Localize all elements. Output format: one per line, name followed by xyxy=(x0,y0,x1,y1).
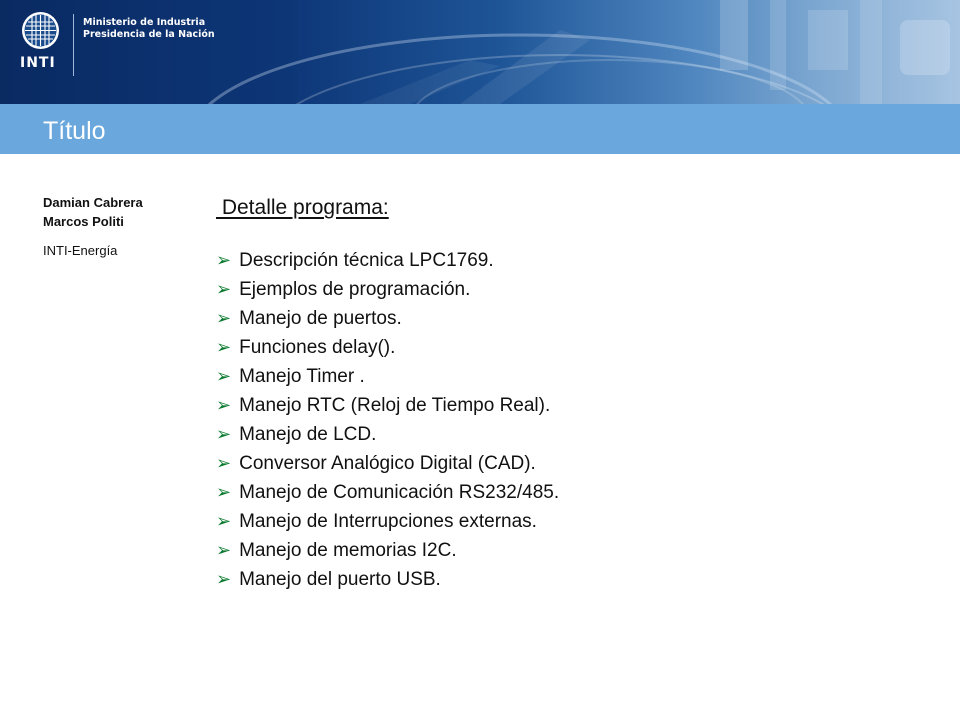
arrow-bullet-icon: ➢ xyxy=(216,511,232,531)
header-banner xyxy=(0,0,960,104)
list-item-text: Funciones delay(). xyxy=(239,337,396,358)
list-item xyxy=(216,420,936,449)
logo-text: INTI xyxy=(20,55,56,71)
ministry-line-1: Ministerio de Industria xyxy=(83,17,206,28)
list-item-text: Manejo del puerto USB. xyxy=(239,569,441,590)
list-item xyxy=(216,275,936,304)
arrow-bullet-icon: ➢ xyxy=(216,395,232,415)
list-item-text: Conversor Analógico Digital (CAD). xyxy=(239,453,536,474)
list-item xyxy=(216,362,936,391)
arrow-bullet-icon: ➢ xyxy=(216,366,232,386)
arrow-bullet-icon: ➢ xyxy=(216,453,232,473)
organization-label: INTI-Energía xyxy=(43,243,118,258)
header-background-art xyxy=(0,0,960,104)
ministry-label xyxy=(83,17,215,41)
inti-logo-grid-icon xyxy=(22,12,59,49)
slide-title: Título xyxy=(43,117,106,145)
list-item-text: Descripción técnica LPC1769. xyxy=(239,250,494,271)
arrow-bullet-icon: ➢ xyxy=(216,250,232,270)
list-item xyxy=(216,449,936,478)
list-item xyxy=(216,565,936,594)
list-item xyxy=(216,507,936,536)
inti-logo xyxy=(22,12,59,49)
list-item xyxy=(216,304,936,333)
list-item-text: Manejo RTC (Reloj de Tiempo Real). xyxy=(239,395,551,416)
list-item-text: Manejo de Interrupciones externas. xyxy=(239,511,537,532)
list-item xyxy=(216,333,936,362)
list-item xyxy=(216,391,936,420)
content-area xyxy=(216,196,936,594)
list-item xyxy=(216,478,936,507)
arrow-bullet-icon: ➢ xyxy=(216,424,232,444)
arrow-bullet-icon: ➢ xyxy=(216,308,232,328)
header-divider xyxy=(73,14,74,76)
list-item-text: Manejo Timer . xyxy=(239,366,365,387)
list-item-text: Manejo de puertos. xyxy=(239,308,402,329)
list-item-text: Manejo de Comunicación RS232/485. xyxy=(239,482,560,503)
list-item xyxy=(216,536,936,565)
list-item-text: Ejemplos de programación. xyxy=(239,279,471,300)
list-item-text: Manejo de LCD. xyxy=(239,424,377,445)
arrow-bullet-icon: ➢ xyxy=(216,482,232,502)
list-item-text: Manejo de memorias I2C. xyxy=(239,540,457,561)
arrow-bullet-icon: ➢ xyxy=(216,540,232,560)
arrow-bullet-icon: ➢ xyxy=(216,279,232,299)
arrow-bullet-icon: ➢ xyxy=(216,337,232,357)
list-item xyxy=(216,246,936,275)
content-subtitle: Detalle programa: xyxy=(216,196,389,219)
sidebar xyxy=(43,193,183,258)
bullet-list xyxy=(216,246,936,594)
author-2: Marcos Politi xyxy=(43,214,124,229)
ministry-line-2: Presidencia de la Nación xyxy=(83,29,215,40)
title-bar xyxy=(0,104,960,154)
author-1: Damian Cabrera xyxy=(43,195,143,210)
arrow-bullet-icon: ➢ xyxy=(216,569,232,589)
